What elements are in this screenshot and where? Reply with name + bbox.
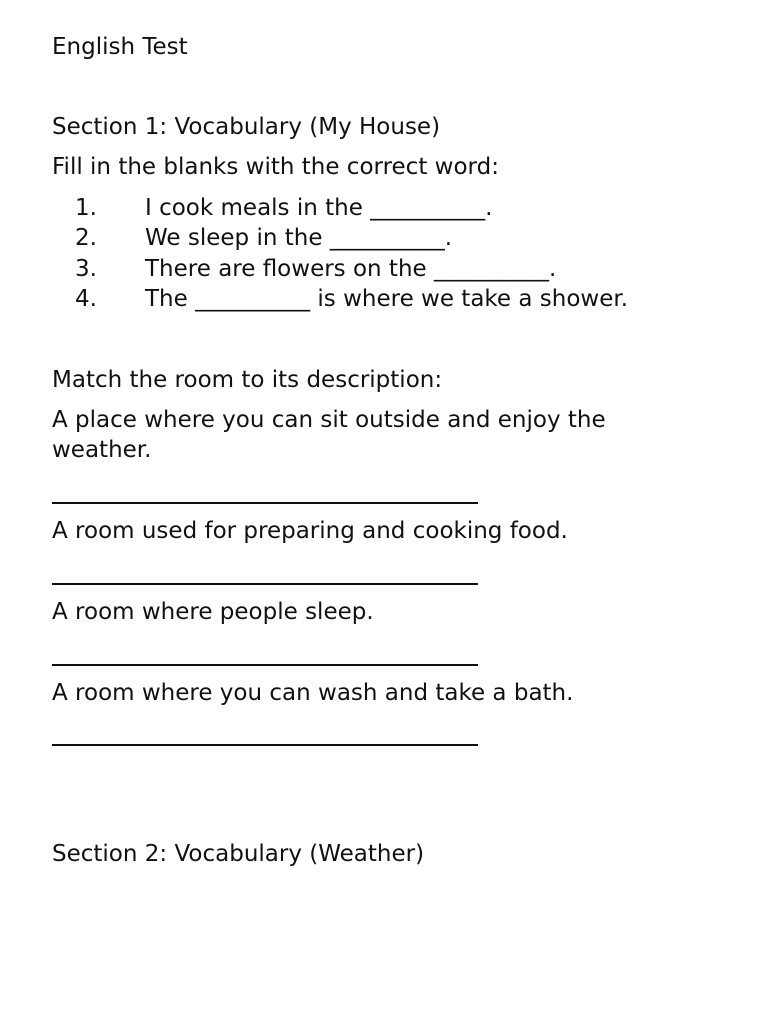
answer-line-3[interactable] — [52, 664, 478, 666]
answer-line-1[interactable] — [52, 502, 478, 504]
item-number: 4. — [75, 286, 97, 312]
description-4: A room where you can wash and take a bath. — [52, 680, 574, 706]
item-text: I cook meals in the __________. — [145, 195, 493, 221]
item-number: 3. — [75, 256, 97, 282]
section-2-heading: Section 2: Vocabulary (Weather) — [52, 841, 425, 867]
answer-line-4[interactable] — [52, 744, 478, 746]
description-2: A room used for preparing and cooking food. — [52, 518, 568, 544]
answer-line-2[interactable] — [52, 583, 478, 585]
description-3: A room where people sleep. — [52, 599, 374, 625]
section-1-heading: Section 1: Vocabulary (My House) — [52, 114, 441, 140]
description-1: A place where you can sit outside and enjoy the weather. — [52, 407, 606, 463]
fill-blanks-instruction: Fill in the blanks with the correct word: — [52, 154, 499, 180]
item-text: There are flowers on the __________. — [145, 256, 557, 282]
match-instruction: Match the room to its description: — [52, 367, 443, 393]
item-text: We sleep in the __________. — [145, 225, 453, 251]
page-title: English Test — [52, 34, 188, 60]
item-text: The __________ is where we take a shower. — [145, 286, 629, 312]
item-number: 1. — [75, 195, 97, 221]
item-number: 2. — [75, 225, 97, 251]
